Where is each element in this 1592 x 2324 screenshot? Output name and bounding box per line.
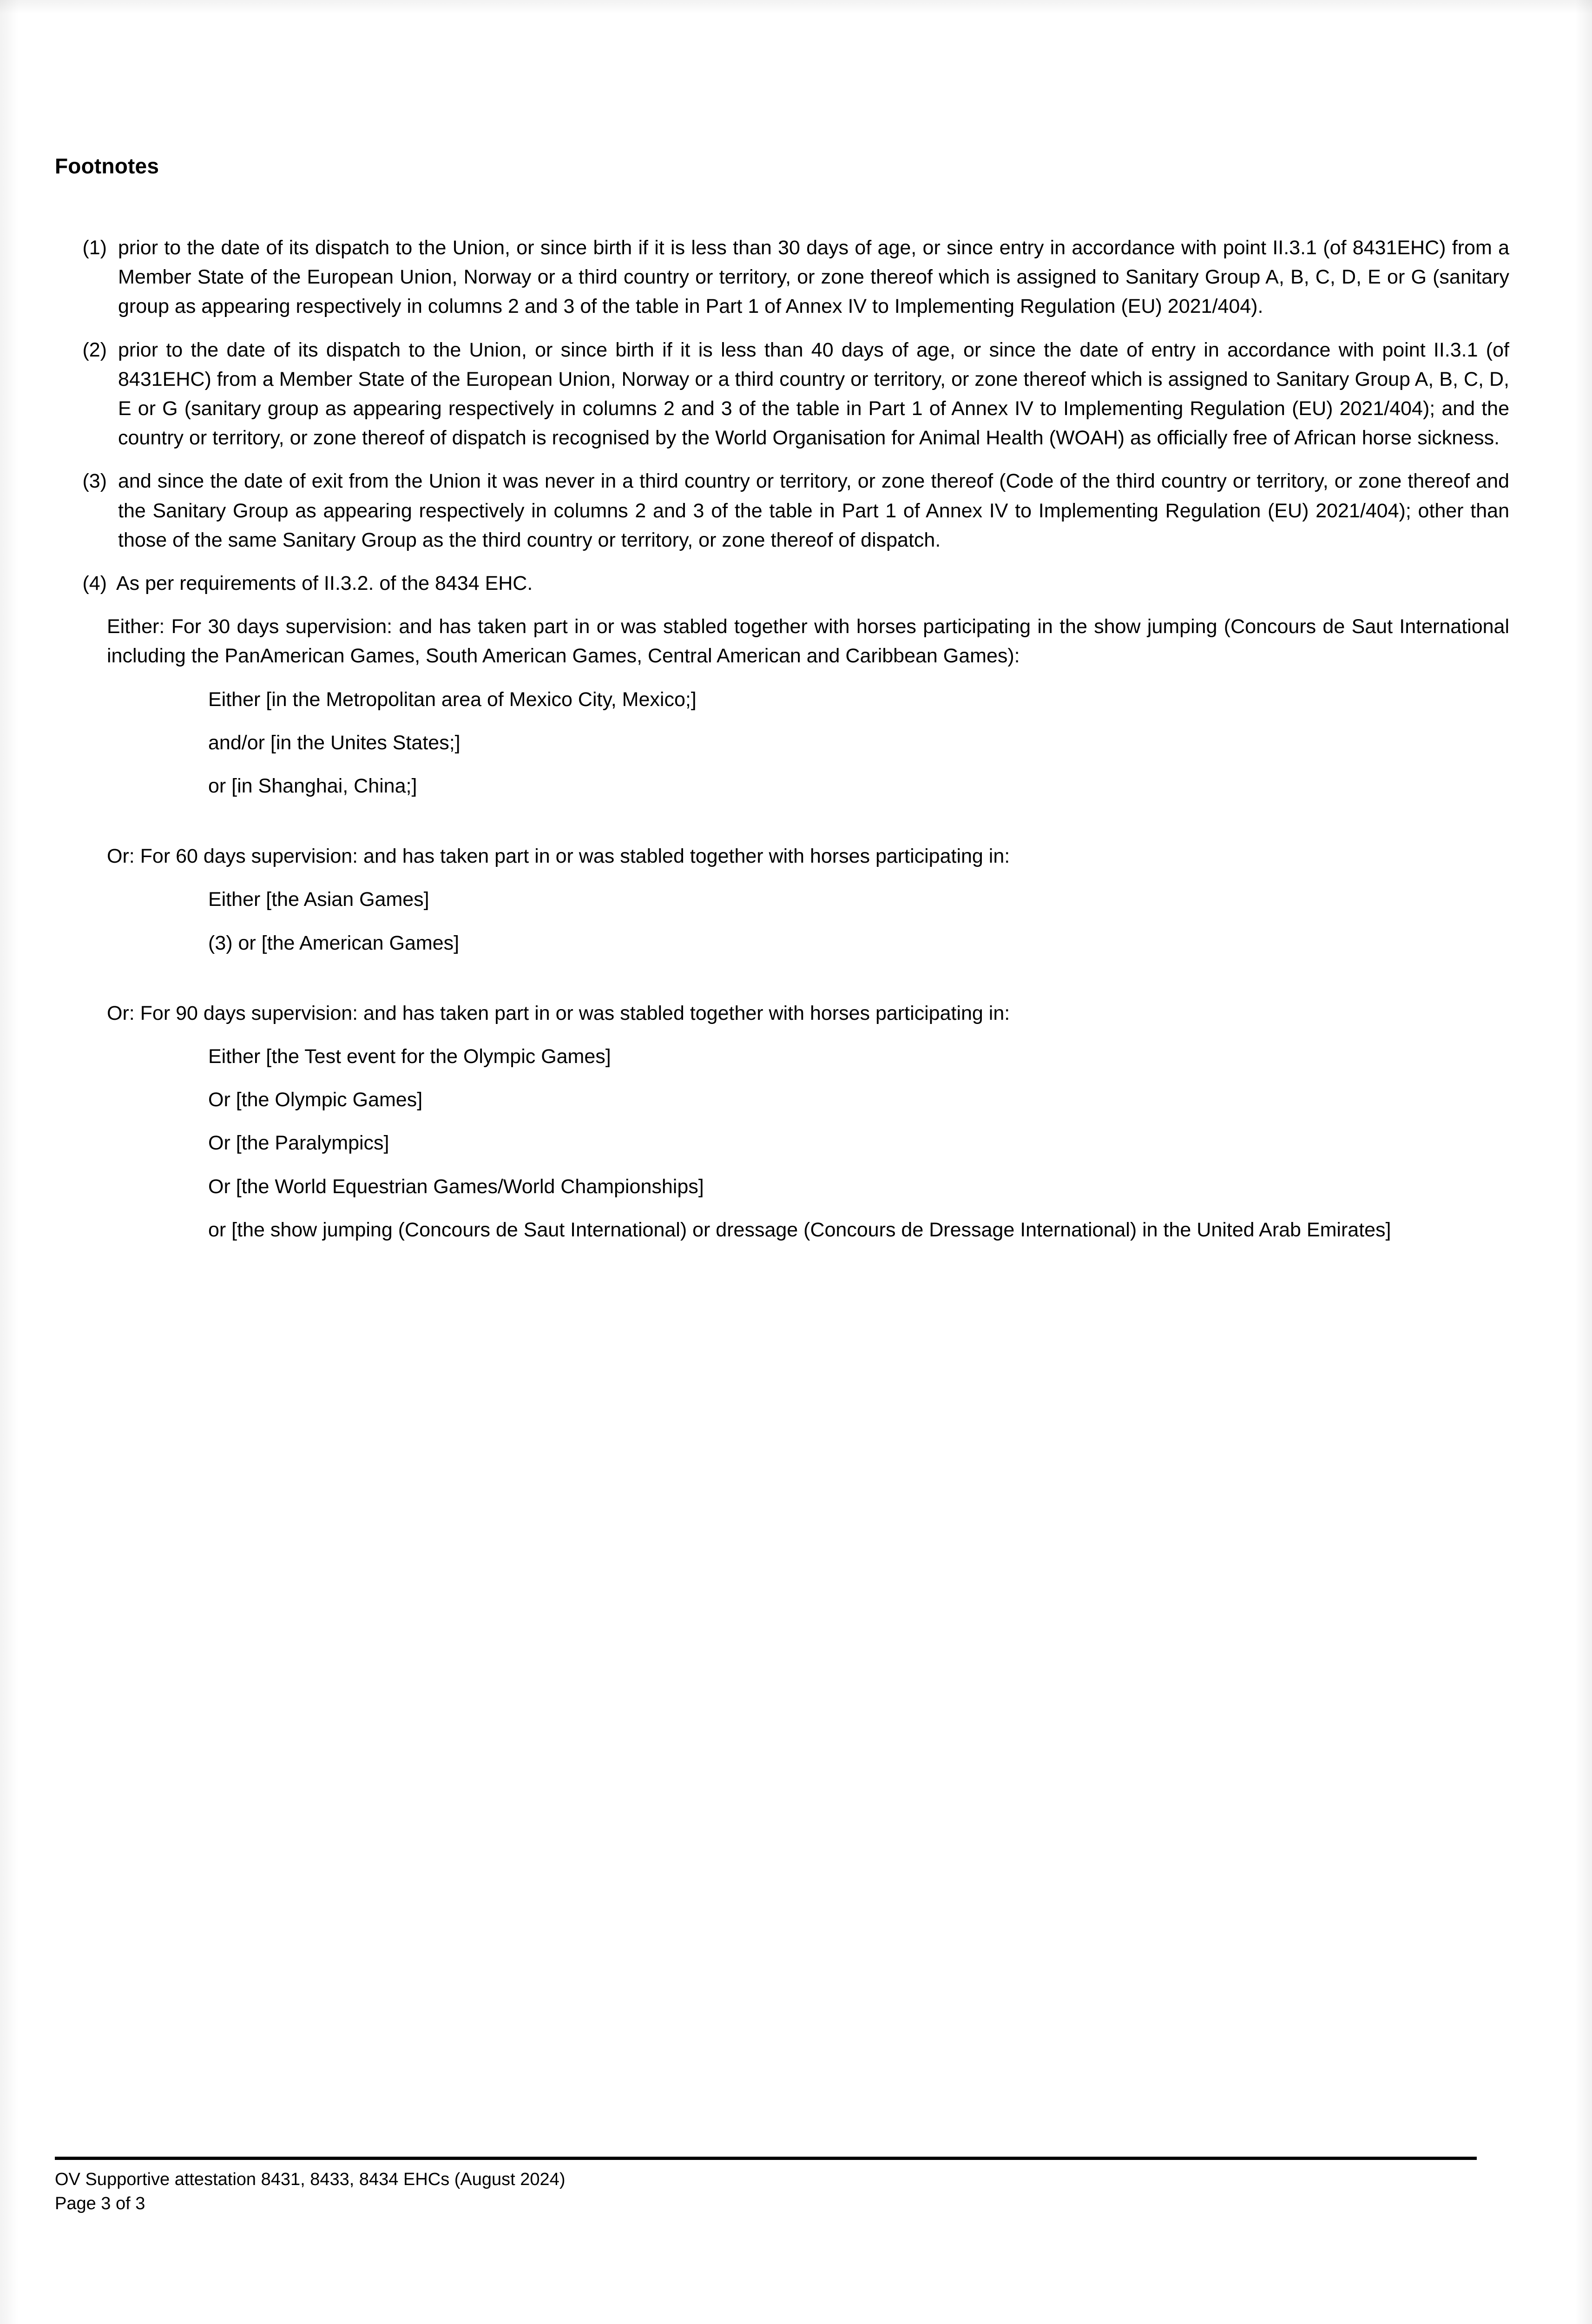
supervision-30-option-3: or [in Shanghai, China;] (208, 775, 417, 798)
footnote-3-text: and since the date of exit from the Union it was never in a third country or territory, or zone thereof (Code of the third country or territory, or zone thereof and the Sanitary Group as appearing respectively in columns 2 and 3 of the table in Part 1 of Annex IV to Implementing Regulation (EU) 2021/404); other than those of the same Sanitary Group as the third country or territory, or zone thereof of dispatch. (118, 470, 1509, 551)
document-content (55, 153, 1509, 1245)
page-title: Footnotes (55, 154, 159, 178)
supervision-90-option-1: Either [the Test event for the Olympic Games] (208, 1045, 611, 1068)
supervision-90-option-5: or [the show jumping (Concours de Saut International) or dressage (Concours de Dressage International) in the United Arab Emirates] (208, 1218, 1391, 1241)
page-footer (55, 2157, 1472, 2216)
supervision-90-intro: Or: For 90 days supervision: and has taken part in or was stabled together with horses participating in: (107, 1002, 1010, 1024)
footnote-1-marker: (1) (82, 237, 107, 259)
supervision-30-option-2: and/or [in the Unites States;] (208, 731, 460, 754)
footnote-2 (55, 336, 1509, 453)
supervision-90-option-4: Or [the World Equestrian Games/World Championships] (208, 1175, 704, 1198)
footnote-1-text: prior to the date of its dispatch to the Union, or since birth if it is less than 30 days of age, or since entry in accordance with point II.3.1 (of 8431EHC) from a Member State of the European Union, Norway or a third country or territory, or zone thereof which is assigned to Sanitary Group A, B, C, D, E or G (sanitary group as appearing respectively in columns 2 and 3 of the table in Part 1 of Annex IV to Implementing Regulation (EU) 2021/404). (118, 237, 1509, 318)
footer-document-reference: OV Supportive attestation 8431, 8433, 8434 EHCs (August 2024) (55, 2170, 566, 2189)
scan-edge-top (0, 0, 1592, 14)
footnote-3 (55, 467, 1509, 555)
footnote-4 (55, 569, 1509, 598)
footnote-1 (55, 233, 1509, 322)
supervision-60-intro: Or: For 60 days supervision: and has taken part in or was stabled together with horses participating in: (107, 845, 1010, 868)
footnote-2-marker: (2) (82, 338, 107, 361)
supervision-90-option-2: Or [the Olympic Games] (208, 1089, 423, 1111)
footer-page-number: Page 3 of 3 (55, 2194, 145, 2214)
scan-edge-right (1575, 0, 1592, 2324)
scan-edge-left (0, 0, 19, 2324)
spacer-1 (55, 801, 1509, 832)
footnote-4-text: As per requirements of II.3.2. of the 8434 EHC. (116, 572, 533, 595)
supervision-90-option-3: Or [the Paralympics] (208, 1132, 389, 1155)
spacer-2 (55, 958, 1509, 989)
footer-divider (55, 2157, 1477, 2160)
footnote-3-marker: (3) (82, 470, 107, 493)
footnote-4-marker: (4) (82, 572, 107, 595)
footnote-2-text: prior to the date of its dispatch to the Union, or since birth if it is less than 40 days of age, or since the date of entry in accordance with point II.3.1 (of 8431EHC) from a Member State of the European Union, Norway or a third country or territory, or zone thereof which is assigned to Sanitary Group A, B, C, D, E or G (sanitary group as appearing respectively in columns 2 and 3 of the table in Part 1 of Annex IV to Implementing Regulation (EU) 2021/404); and the country or territory, or zone thereof of dispatch is recognised by the World Organisation for Animal Health (WOAH) as officially free of African horse sickness. (118, 338, 1509, 449)
supervision-30-option-1: Either [in the Metropolitan area of Mexico City, Mexico;] (208, 688, 697, 711)
supervision-60-option-2: (3) or [the American Games] (208, 931, 460, 954)
supervision-60-option-1: Either [the Asian Games] (208, 888, 429, 911)
supervision-30-intro: Either: For 30 days supervision: and has taken part in or was stabled together with horses participating in the show jumping (Concours de Saut International including the PanAmerican Games, South American Games, Central American and Caribbean Games): (107, 615, 1509, 667)
